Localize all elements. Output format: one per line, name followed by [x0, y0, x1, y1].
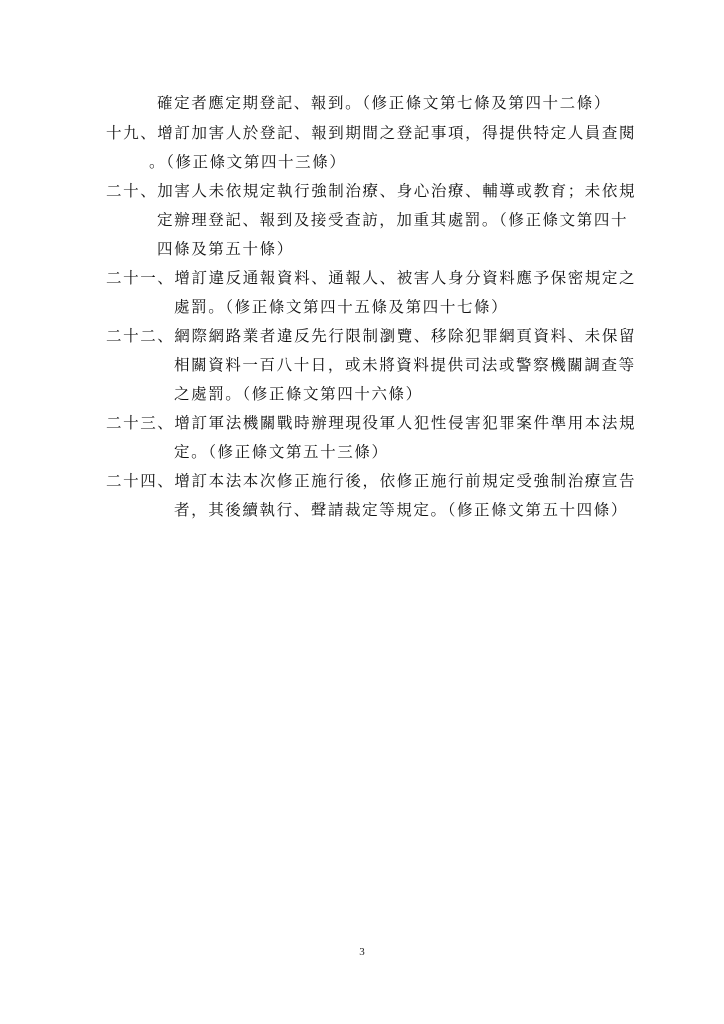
text-line-1: 確定者應定期登記、報到。（修正條文第七條及第四十二條） — [157, 94, 611, 112]
text-line-11: 之處罰。（修正條文第四十六條） — [174, 385, 423, 403]
page-number: 3 — [359, 946, 365, 958]
text-line-15: 者，其後續執行、聲請裁定等規定。（修正條文第五十四條） — [174, 501, 628, 519]
text-line-7: 二十一、增訂違反通報資料、通報人、被害人身分資料應予保密規定之 — [106, 269, 637, 287]
text-line-5: 定辦理登記、報到及接受查訪，加重其處罰。（修正條文第四十 — [157, 211, 629, 229]
text-line-2: 十九、增訂加害人於登記、報到期間之登記事項，得提供特定人員查閱 — [106, 124, 637, 142]
text-line-4: 二十、加害人未依規定執行強制治療、身心治療、輔導或教育；未依規 — [106, 182, 637, 200]
text-line-12: 二十三、增訂軍法機關戰時辦理現役軍人犯性侵害犯罪案件準用本法規 — [106, 414, 637, 432]
text-line-13: 定。（修正條文第五十三條） — [174, 443, 389, 461]
text-line-8: 處罰。（修正條文第四十五條及第四十七條） — [174, 298, 509, 316]
text-line-9: 二十二、網際網路業者違反先行限制瀏覽、移除犯罪網頁資料、未保留 — [106, 327, 637, 345]
text-line-10: 相關資料一百八十日，或未將資料提供司法或警察機關調查等 — [174, 356, 636, 374]
text-line-3: 。（修正條文第四十三條） — [149, 153, 347, 171]
text-line-6: 四條及第五十條） — [157, 240, 294, 258]
text-line-14: 二十四、增訂本法本次修正施行後，依修正施行前規定受強制治療宣告 — [106, 472, 637, 490]
